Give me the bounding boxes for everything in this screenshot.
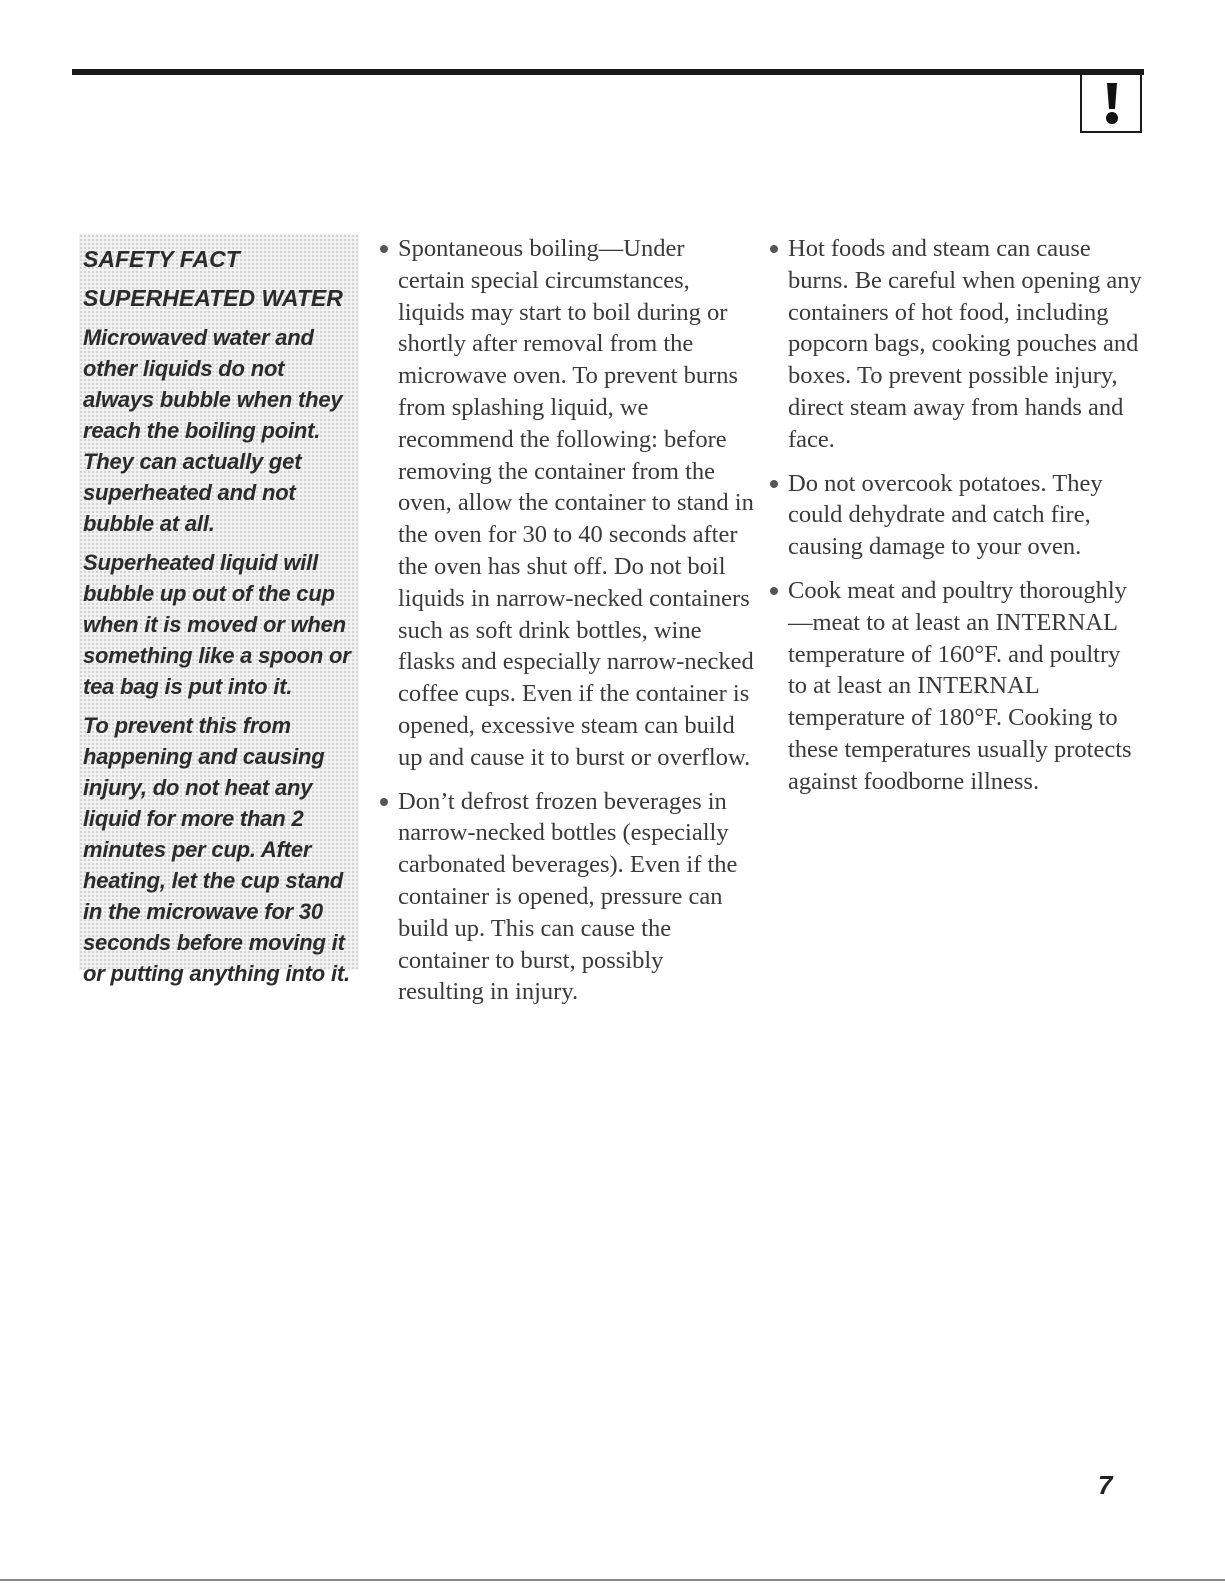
list-item-text: Spontaneous boiling—Under certain special circumstances, liquids may start to boil during or shortly after removal from the microwave oven. To prevent burns from splashing liquid, we recommend the following: before removing the container from the oven, allow the container to stand in the oven for 30 to 40 seconds after the oven has shut off. Do not boil liquids in narrow-necked containers such as soft drink bottles, wine flasks and especially narrow-necked coffee cups. Even if the container is opened, excessive steam can build up and cause it to burst or overflow.	[398, 235, 754, 771]
safety-fact-sidebar	[79, 234, 359, 986]
middle-column	[380, 233, 755, 1020]
sidebar-paragraph-2: Superheated liquid will bubble up out of the cup when it is moved or when something like a spoon or tea bag is put into it.	[83, 550, 351, 699]
sidebar-paragraph-3: To prevent this from happening and causing injury, do not heat any liquid for more than 2 minutes per cup. After heating, let the cup stand in the microwave for 30 seconds before moving it or putting anything into it.	[83, 713, 350, 986]
bullet-dot-icon	[770, 245, 778, 253]
bullet-dot-icon	[770, 480, 778, 488]
sidebar-paragraph-1: Microwaved water and other liquids do not always bubble when they reach the boiling point. They can actually get superheated and not bubble at all.	[83, 325, 343, 536]
list-item	[380, 786, 755, 1009]
list-item	[770, 233, 1145, 456]
exclamation-bar	[1107, 83, 1117, 109]
middle-bullet-list	[380, 233, 755, 1008]
bullet-dot-icon	[380, 245, 388, 253]
bullet-dot-icon	[380, 798, 388, 806]
safety-fact-heading: SAFETY FACT	[83, 246, 240, 272]
list-item	[770, 468, 1145, 563]
list-item-text: Cook meat and poultry thoroughly—meat to at least an INTERNAL temperature of 160°F. and poultry to at least an INTERNAL temperature of 180°F. Cooking to these temperatures usually protects against foodborne illness.	[788, 576, 1132, 795]
sidebar-content	[83, 244, 359, 989]
list-item	[770, 575, 1145, 798]
list-item-text: Hot foods and steam can cause burns. Be careful when opening any containers of hot food, including popcorn bags, cooking pouches and boxes. To prevent possible injury, direct steam away from hands and face.	[788, 235, 1142, 453]
exclamation-dot	[1106, 112, 1118, 124]
right-column	[770, 233, 1145, 810]
list-item-text: Don’t defrost frozen beverages in narrow-necked bottles (especially carbonated beverages). Even if the container is opened, pressure can build up. This can cause the container to burst, possibly resulting in injury.	[398, 787, 738, 1006]
right-bullet-list	[770, 233, 1145, 798]
page-number: 7	[1098, 1470, 1113, 1500]
list-item	[380, 233, 755, 774]
exclamation-warning-icon	[1080, 75, 1142, 133]
bullet-dot-icon	[770, 587, 778, 595]
header-rule	[72, 69, 1144, 75]
page-bottom-edge	[0, 1579, 1225, 1581]
superheated-water-heading: SUPERHEATED WATER	[83, 285, 343, 311]
list-item-text: Do not overcook potatoes. They could dehydrate and catch fire, causing damage to your oven.	[788, 469, 1103, 561]
